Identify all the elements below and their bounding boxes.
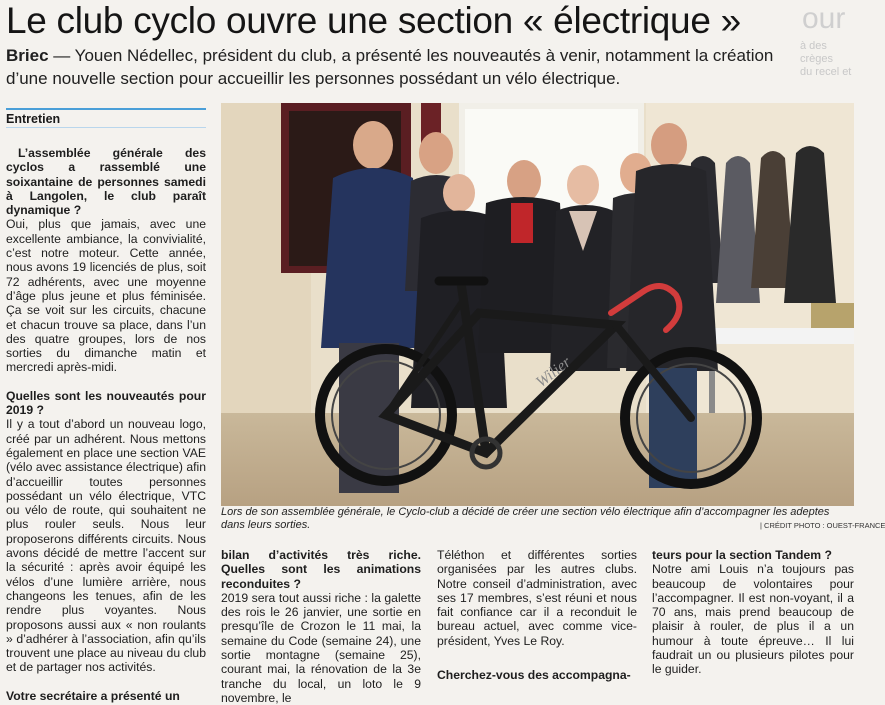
lead-text: — Youen Nédellec, président du club, a présenté les nouveautés à venir, notamment la création d’une nouvelle section pour accueillir les personnes possédant un vélo électrique.	[6, 46, 774, 88]
interview-question: bilan d’activités très riche. Quelles sont les animations reconduites ?	[221, 548, 421, 591]
section-label: Entretien	[6, 108, 206, 127]
bike-brand-text: Wilier	[532, 353, 575, 392]
interview-question: Quelles sont les nouveautés pour 2019 ?	[6, 388, 206, 418]
interview-question: teurs pour la section Tandem ?	[652, 548, 832, 562]
photo-caption: Lors de son assemblée générale, le Cyclo-club a décidé de créer une section vélo électrique afin d’accompagner les adeptes dans leurs sorties.	[221, 506, 830, 531]
article-column-2	[221, 548, 421, 705]
adjacent-article-text	[800, 40, 856, 80]
interview-question: L’assemblée générale des cyclos a rassemblé une soixantaine de personnes samedi à Langolen, le club paraît dynamique ?	[6, 146, 206, 218]
interview-answer: Oui, plus que jamais, avec une excellente ambiance, la convivialité, c’est notre moteur. Cette année, nous avons 19 licenciés de plus, soit 72 adhérents, avec une moyenne d’âge plus jeune et plus féminisée. Ça se voit sur les circuits, chacune et chacun trouve sa place, dans l’un des quatre groupes, lors de nos sorties du dimanche matin et mercredi après-midi.	[6, 217, 206, 375]
interview-answer: Il y a tout d’abord un nouveau logo, créé par un adhérent. Nous mettons également en place une section VAE (vélo avec assistance électrique) afin d’accueillir toutes personnes possédant un vélo électrique, VTC ou vélo de route, qui souhaitent ne plus rouler seuls. Nous leur proposerons différents circuits. Nous avons décidé de mettre l’accent sur la sécurité : après avoir équipé les vélos d’une lumière arrière, nous changeons les tenues, afin de les rendre plus voyantes. Nous proposons aussi aux « non roulants » d’adhérer à l’association, afin qu’ils trouvent une place au niveau du club et de partager nos activités.	[6, 417, 206, 675]
adjacent-article-headline-fragment: our	[802, 2, 846, 35]
photo-credit: | CRÉDIT PHOTO : OUEST-FRANCE	[760, 521, 885, 530]
adjacent-article-line: du recel et	[800, 66, 852, 78]
article-photo	[221, 103, 854, 506]
adjacent-article-line: à des crèges	[800, 40, 834, 65]
interview-answer: 2019 sera tout aussi riche : la galette des rois le 26 janvier, une sortie en presqu’île de Crozon le 11 mai, la semaine du Code (semaine 24), une sortie montagne (semaine 25), courant mai, la rénovation de la 3e tranche du local, un loto le 9 novembre, le	[221, 590, 421, 705]
interview-answer: Téléthon et différentes sorties organisées par les autres clubs. Notre conseil d’administration, avec ses 17 membres, s’est réuni et nous fait confiance car il a reconduit le bureau actuel, avec comme vice-président, Yves Le Roy.	[437, 548, 637, 648]
group-photo-illustration	[221, 103, 854, 506]
headline: Le club cyclo ouvre une section « électrique »	[6, 0, 741, 41]
interview-question: Cherchez-vous des accompagna-	[437, 668, 631, 683]
section-divider	[6, 127, 206, 128]
article-column-1	[6, 146, 206, 703]
interview-answer: Notre ami Louis n’a toujours pas beaucoup de volontaires pour l’accompagner. Il est non-voyant, il a 70 ans, mais prend beaucoup de plaisir à rouler, de plus il a un humour à toute épreuve… Il lui faudrait un ou plusieurs pilotes pour le guider.	[652, 562, 854, 677]
interview-question: Votre secrétaire a présenté un	[6, 688, 180, 703]
article-column-3	[437, 548, 637, 682]
dateline-place: Briec	[6, 46, 49, 65]
lead-paragraph	[6, 44, 796, 90]
article-column-4	[652, 548, 854, 677]
